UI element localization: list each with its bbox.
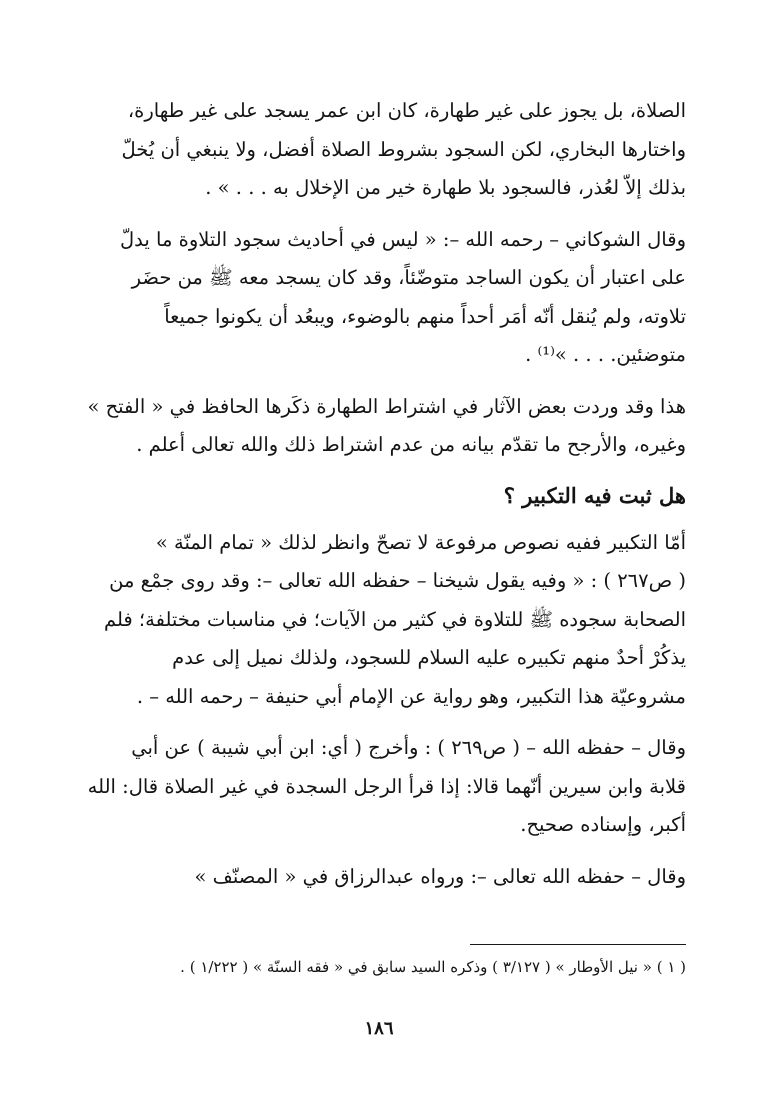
text-line: هذا وقد وردت بعض الآثار في اشتراط الطهارة ذكَرها الحافظ في « الفتح » — [87, 394, 686, 418]
text-line: قلابة وابن سيرين أنّهما قالا: إذا قرأ الرجل السجدة في غير الصلاة قال: الله — [87, 774, 686, 798]
main-text — [74, 92, 686, 909]
section-heading: هل ثبت فيه التكبير ؟ — [503, 482, 686, 508]
text-line: وغيره، والأرجح ما تقدّم بيانه من عدم اشتراط ذلك والله تعالى أعلم . — [136, 433, 686, 456]
page-number: ١٨٦ — [364, 1018, 394, 1039]
footnote: ( ١ ) « نيل الأوطار » ( ٣/١٢٧ ) وذكره السيد سابق في « فقه السنّة » ( ١/٢٢٢ ) . — [180, 958, 686, 976]
text-line: أمّا التكبير ففيه نصوص مرفوعة لا تصحّ وانظر لذلك « تمام المنّة » — [155, 530, 686, 554]
text-line: الصلاة، بل يجوز على غير طهارة، كان ابن عمر يسجد على غير طهارة، — [127, 99, 686, 122]
text-line: الصحابة سجوده ﷺ للتلاوة في كثير من الآيات؛ في مناسبات مختلفة؛ فلم — [103, 607, 686, 631]
text-line: متوضئين. . . . »⁽¹⁾ . — [525, 343, 686, 366]
paragraph-6 — [74, 858, 686, 897]
text-line: يذكُرْ أحدٌ منهم تكبيره عليه السلام للسجود، ولذلك نميل إلى عدم — [172, 646, 686, 669]
text-line: أكبر، وإسناده صحيح. — [520, 813, 686, 836]
paragraph-5 — [74, 729, 686, 845]
text-line: مشروعيّة هذا التكبير، وهو رواية عن الإمام أبي حنيفة – رحمه الله – . — [136, 684, 686, 708]
paragraph-2 — [74, 221, 686, 375]
text-line: واختارها البخاري، لكن السجود بشروط الصلاة أفضل، ولا ينبغي أن يُخلّ — [121, 137, 686, 161]
text-line: على اعتبار أن يكون الساجد متوضّئاً، وقد كان يسجد معه ﷺ من حضَر — [131, 266, 686, 289]
text-line: بذلك إلاّ لعُذر، فالسجود بلا طهارة خير من الإخلال به . . . » . — [205, 176, 686, 199]
text-line: ( ص٢٦٧ ) : « وفيه يقول شيخنا – حفظه الله تعالى –: وقد روى جمْع من — [109, 569, 686, 592]
paragraph-3 — [74, 388, 686, 465]
text-line: وقال الشوكاني – رحمه الله –: « ليس في أحاديث سجود التلاوة ما يدلّ — [120, 227, 686, 251]
text-line: وقال – حفظه الله – ( ص٢٦٩ ) : وأخرج ( أي: ابن أبي شيبة ) عن أبي — [131, 736, 686, 759]
paragraph-4 — [74, 524, 686, 717]
text-line: تلاوته، ولم يُنقل أنّه أمَر أحداً منهم بالوضوء، ويبعُد أن يكونوا جميعاً — [164, 304, 686, 328]
paragraph-1 — [74, 92, 686, 208]
text-line: وقال – حفظه الله تعالى –: ورواه عبدالرزاق في « المصنّف » — [194, 864, 686, 888]
footnote-divider — [470, 944, 686, 945]
